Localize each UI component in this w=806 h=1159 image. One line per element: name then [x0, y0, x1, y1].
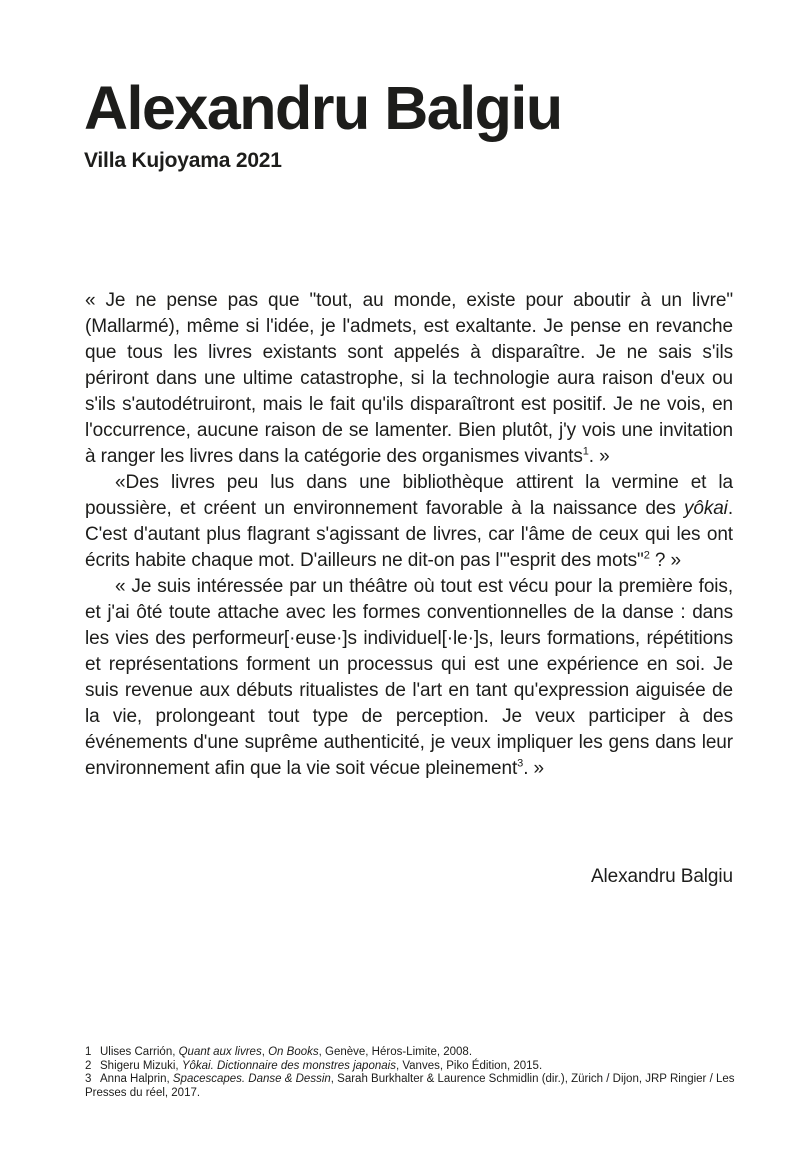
body-text — [85, 288, 733, 782]
page-title: Alexandru Balgiu — [84, 74, 562, 142]
footnote-text: Shigeru Mizuki, Yôkai. Dictionnaire des monstres japonais, Vanves, Piko Édition, 2015. — [100, 1059, 543, 1072]
footnote-text: Anna Halprin, Spacescapes. Danse & Dessin, Sarah Burkhalter & Laurence Schmidlin (dir.), Zürich / Dijon, JRP Ringier / Les Presses du réel, 2017. — [85, 1073, 735, 1099]
paragraph-1: « Je ne pense pas que "tout, au monde, existe pour aboutir à un livre" (Mallarmé), même si l'idée, je l'admets, est exaltante. Je pense en revanche que tous les livres existants sont appelés à disparaître. Je ne sais s'ils périront dans une ultime catastrophe, si la technologie aura raison d'eux ou s'ils s'autodétruiront, mais le fait qu'ils disparaîtront est positif. Je ne vois, en l'occurrence, aucune raison de se lamenter. Bien plutôt, j'y vois une invitation à ranger les livres dans la catégorie des organismes vivants$^1$. » — [85, 290, 733, 467]
footnote-number: 1 — [85, 1046, 92, 1058]
page-subtitle: Villa Kujoyama 2021 — [84, 149, 282, 173]
footnote-number: 3 — [85, 1073, 92, 1085]
footnote-2 — [85, 1060, 735, 1074]
footnote-1 — [85, 1046, 735, 1060]
page-header — [84, 76, 562, 173]
footnote-3 — [85, 1073, 735, 1100]
footnote-text: Ulises Carrión, Quant aux livres, On Books, Genève, Héros-Limite, 2008. — [100, 1046, 473, 1058]
paragraph-3: « Je suis intéressée par un théâtre où tout est vécu pour la première fois, et j'ai ôté toute attache avec les formes conventionnelles de la danse : dans les vies des performeur[·euse·]s individuel[·le·]s, leurs formations, répétitions et représentations forment un processus qui est une expérience en soi. Je suis revenue aux débuts ritualistes de l'art en tant qu'expression aiguisée de la vie, prolongeant tout type de perception. Je veux participer à des événements d'une suprême authenticité, je veux impliquer les gens dans leur environnement afin que la vie soit vécue pleinement$^3$. » — [85, 576, 733, 779]
footnote-number: 2 — [85, 1059, 92, 1072]
signature: Alexandru Balgiu — [590, 866, 733, 887]
footnotes — [85, 1046, 735, 1100]
paragraph-2: «Des livres peu lus dans une bibliothèque attirent la vermine et la poussière, et créent un environnement favorable à la naissance des yôkai. C'est d'autant plus flagrant s'agissant de livres, car l'âme de ceux qui les ont écrits habite chaque mot. D'ailleurs ne dit-on pas l'"esprit des mots"$^2$ ? » — [85, 472, 733, 571]
